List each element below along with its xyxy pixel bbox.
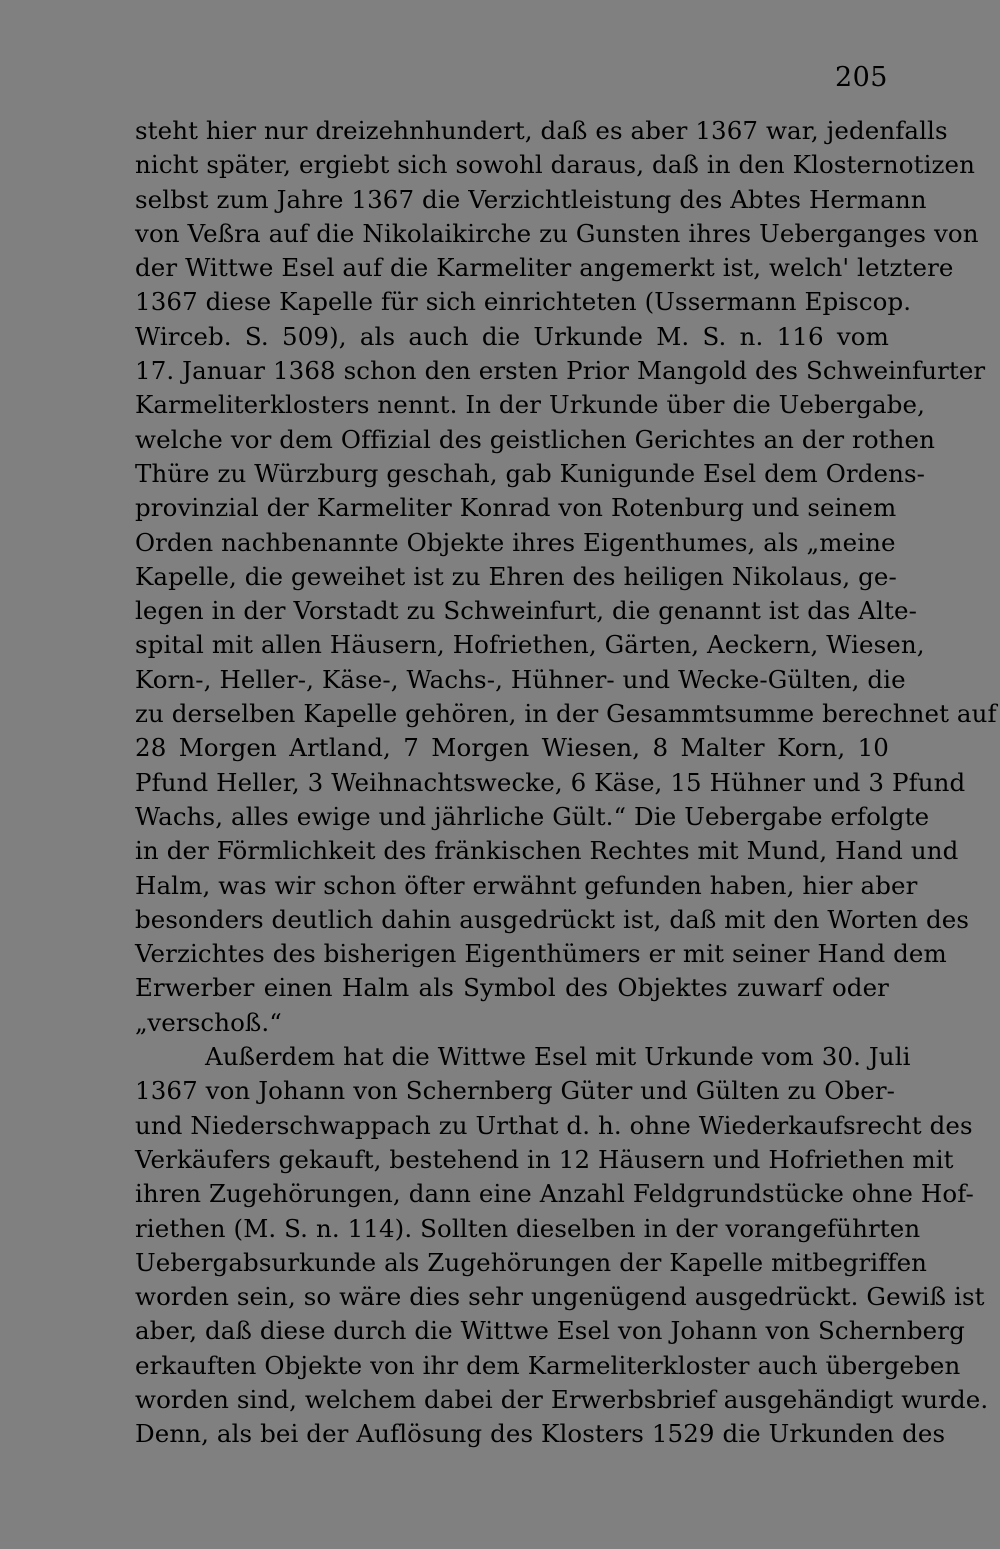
text-line: erkauften Objekte von ihr dem Karmeliterkloster auch übergeben	[135, 1350, 961, 1380]
text-line: Orden nachbenannte Objekte ihres Eigenthumes, als „meine	[135, 527, 896, 557]
text-line: Erwerber einen Halm als Symbol des Objektes zuwarf oder	[135, 973, 889, 1003]
text-line: und Niederschwappach zu Urthat d. h. ohne Wiederkaufsrecht des	[135, 1110, 973, 1140]
text-line: Uebergabsurkunde als Zugehörungen der Kapelle mitbegriffen	[135, 1247, 928, 1277]
text-line: worden sind, welchem dabei der Erwerbsbrief ausgehändigt wurde.	[135, 1384, 989, 1414]
text-line: 17. Januar 1368 schon den ersten Prior Mangold des Schweinfurter	[135, 356, 986, 386]
paragraph-end-line: „verschoß.“	[135, 1007, 282, 1037]
text-line: Verkäufers gekauft, bestehend in 12 Häusern und Hofriethen mit	[135, 1144, 954, 1174]
paragraph-start-line: Außerdem hat die Wittwe Esel mit Urkunde vom 30. Juli	[205, 1042, 911, 1072]
text-line: Verzichtes des bisherigen Eigenthümers er mit seiner Hand dem	[135, 939, 947, 969]
text-line: provinzial der Karmeliter Konrad von Rotenburg und seinem	[135, 493, 897, 523]
text-line: Korn-, Heller-, Käse-, Wachs-, Hühner- und Wecke-Gülten, die	[135, 664, 906, 694]
text-line: 1367 von Johann von Schernberg Güter und Gülten zu Ober-	[135, 1076, 896, 1106]
text-line: 1367 diese Kapelle für sich einrichteten (Ussermann Episcop.	[135, 287, 912, 317]
text-line: Kapelle, die geweihet ist zu Ehren des heiligen Nikolaus, ge-	[135, 561, 897, 591]
page-number: 205	[834, 62, 888, 93]
text-line: zu derselben Kapelle gehören, in der Gesammtsumme berechnet auf	[135, 699, 997, 729]
text-line: spital mit allen Häusern, Hofriethen, Gärten, Aeckern, Wiesen,	[135, 630, 925, 660]
body-text	[135, 114, 997, 1452]
text-line: Pfund Heller, 3 Weihnachtswecke, 6 Käse, 15 Hühner und 3 Pfund	[135, 767, 966, 797]
text-line: worden sein, so wäre dies sehr ungenügend ausgedrückt. Gewiß ist	[135, 1282, 985, 1312]
text-line: Wachs, alles ewige und jährliche Gült.“ Die Uebergabe erfolgte	[135, 801, 930, 831]
text-line: Denn, als bei der Auflösung des Klosters 1529 die Urkunden des	[135, 1419, 946, 1449]
text-line: riethen (M. S. n. 114). Sollten dieselben in der vorangeführten	[135, 1213, 921, 1243]
text-line: selbst zum Jahre 1367 die Verzichtleistung des Abtes Hermann	[135, 184, 927, 214]
text-line: nicht später, ergiebt sich sowohl daraus, daß in den Klosternotizen	[135, 150, 975, 180]
text-line: Halm, was wir schon öfter erwähnt gefunden haben, hier aber	[135, 870, 918, 900]
text-line: besonders deutlich dahin ausgedrückt ist, daß mit den Worten des	[135, 904, 970, 934]
text-line: Wirceb. S. 509), als auch die Urkunde M. S. n. 116 vom	[135, 321, 889, 351]
text-line: in der Förmlichkeit des fränkischen Rechtes mit Mund, Hand und	[135, 836, 959, 866]
text-line: ihren Zugehörungen, dann eine Anzahl Feldgrundstücke ohne Hof-	[135, 1179, 974, 1209]
text-line: Karmeliterklosters nennt. In der Urkunde über die Uebergabe,	[135, 390, 925, 420]
text-line: steht hier nur dreizehnhundert, daß es aber 1367 war, jedenfalls	[135, 116, 948, 145]
text-line: aber, daß diese durch die Wittwe Esel von Johann von Schernberg	[135, 1316, 965, 1346]
text-line: welche vor dem Offizial des geistlichen Gerichtes an der rothen	[135, 424, 935, 454]
text-line: 28 Morgen Artland, 7 Morgen Wiesen, 8 Malter Korn, 10	[135, 733, 889, 763]
text-line: von Veßra auf die Nikolaikirche zu Gunsten ihres Ueberganges von	[135, 218, 979, 248]
text-line: Thüre zu Würzburg geschah, gab Kunigunde Esel dem Ordens-	[135, 458, 926, 488]
text-line: legen in der Vorstadt zu Schweinfurt, die genannt ist das Alte-	[135, 596, 917, 626]
text-line: der Wittwe Esel auf die Karmeliter angemerkt ist, welch' letztere	[135, 253, 954, 283]
